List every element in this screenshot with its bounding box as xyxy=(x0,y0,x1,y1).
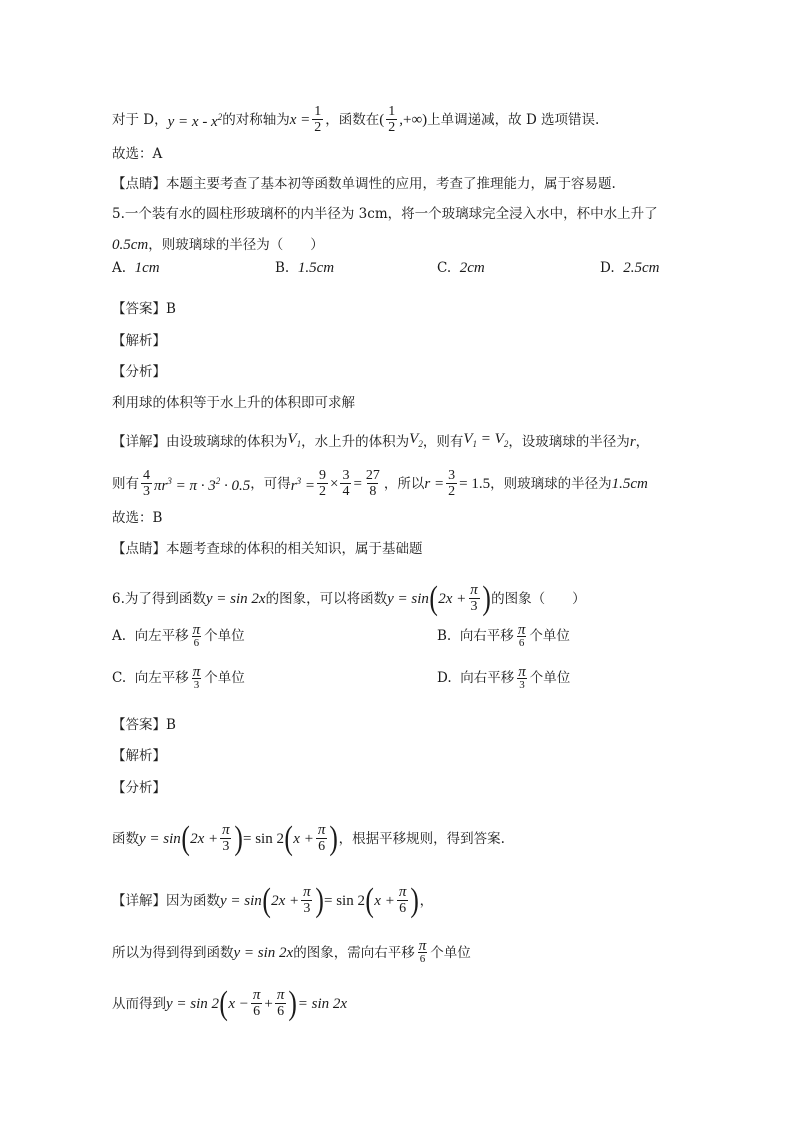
fraction-pi-6: $\frac{\pi}{6}$ xyxy=(398,884,407,916)
text: ，可得 xyxy=(250,475,291,492)
q6-stem: 6.为了得到函数 y = sin 2x 的图象，可以将函数 y = sin ( 2x + $\frac{\pi}{3}$ ) 的图象（ ） xyxy=(112,579,586,617)
fraction-pi-6: $\frac{\pi}{6}$ xyxy=(252,987,261,1019)
text: ，水上升的体积为 xyxy=(301,433,410,450)
text: ， xyxy=(419,892,434,909)
q6-then: 所以为得到得到函数 y = sin 2x 的图象，需向右平移 $\frac{\pi}{6}$ 个单位 xyxy=(112,938,471,965)
text: 6.为了得到函数 xyxy=(112,590,206,607)
text: 的图象（ ） xyxy=(491,590,586,607)
formula-source: y = sin xyxy=(387,590,429,607)
q5-detail-line2: 则有 $\frac{4}{3}$ $\pi r^3 = \pi \cdot 3^2 \cdot 0.5$ ，可得 $r^3$ = $\frac{9}{2}$ × $\frac{3}{4}$ = $\frac{27}{8}$ ，所以 r = $\frac{3}{2}$ = 1.5 ，则玻璃球的半径为 1.5cm xyxy=(112,468,648,499)
text: 上单调递减，故 D 选项错误. xyxy=(427,111,600,128)
interval: ( xyxy=(379,111,385,128)
q6-option-a: A. 向左平移 $\frac{\pi}{6}$ 个单位 xyxy=(112,621,245,649)
q6-option-c: C. 向左平移 $\frac{\pi}{3}$ 个单位 xyxy=(112,663,245,691)
formula-result: 1.5cm xyxy=(611,475,648,492)
formula-target: y = sin 2x xyxy=(205,590,266,607)
q5-fenxi-head: 【分析】 xyxy=(112,364,166,380)
fraction-half: $\frac{1}{2}$ xyxy=(314,104,322,135)
q4-option-d-analysis xyxy=(112,104,734,135)
q5-fenxi: 利用球的体积等于水上升的体积即可求解 xyxy=(112,395,355,411)
q6-fenxi: 函数 y = sin ( 2x + $\frac{\pi}{3}$ ) = sin 2 ( x + $\frac{\pi}{6}$ ) ，根据平移规则，得到答案. xyxy=(112,819,505,857)
fraction-pi-3: $\frac{\pi}{3}$ xyxy=(222,822,230,854)
formula-sphere: $\pi r^3 = \pi \cdot 3^2 \cdot 0.5$ xyxy=(154,476,251,494)
text: 的图象，可以将函数 xyxy=(265,590,388,607)
text: 【详解】由设玻璃球的体积为 xyxy=(112,433,288,450)
fraction-pi-6: $\frac{\pi}{6}$ xyxy=(317,822,326,854)
text: 从而得到 xyxy=(112,995,166,1012)
q5-answer: 【答案】B xyxy=(112,301,176,317)
q5-detail-line1 xyxy=(112,428,734,455)
q6-answer: 【答案】B xyxy=(112,717,176,733)
q6-option-b: B. 向右平移 $\frac{\pi}{6}$ 个单位 xyxy=(437,621,570,649)
formula-v1: $V_1$ xyxy=(287,431,302,449)
fraction-27-8: $\frac{27}{8}$ xyxy=(365,468,380,499)
formula-rise: 0.5cm xyxy=(112,237,149,253)
q5-choose: 故选：B xyxy=(112,510,163,526)
formula-fn: $y = x - x^2$ xyxy=(167,112,223,130)
text: 的图象，需向右平移 xyxy=(293,944,415,961)
formula-equal: $V_1 = V_2$ xyxy=(463,431,509,449)
fraction-pi-3: $\frac{\pi}{3}$ xyxy=(303,884,311,916)
q5-stem-line1: 5.一个装有水的圆柱形玻璃杯的内半径为 3cm，将一个玻璃球完全浸入水中，杯中水上升了 xyxy=(112,206,658,222)
q4-comment: 【点睛】本题主要考查了基本初等函数单调性的应用，考查了推理能力，属于容易题. xyxy=(112,176,616,192)
q5-option-c: C. 2cm xyxy=(437,260,485,276)
q6-final: 从而得到 y = sin 2 ( x − $\frac{\pi}{6}$ + $\frac{\pi}{6}$ ) = sin 2x xyxy=(112,984,348,1022)
text: ，设玻璃球的半径为 xyxy=(508,433,630,450)
text: ，则有 xyxy=(422,433,464,450)
q5-option-b: B. 1.5cm xyxy=(275,260,335,276)
q5-comment: 【点睛】本题考查球的体积的相关知识，属于基础题 xyxy=(112,541,423,557)
q6-analysis-head: 【解析】 xyxy=(112,748,166,764)
formula-r-cubed: $r^3$ = xyxy=(290,476,315,494)
formula-axis: x = xyxy=(289,111,311,128)
text: ， xyxy=(635,433,650,450)
q5-stem-line2 xyxy=(112,234,734,256)
q5-option-a: A. 1cm xyxy=(112,260,160,276)
formula-r: r xyxy=(629,433,636,450)
text: 对于 D， xyxy=(112,111,168,128)
fraction-pi-6: $\frac{\pi}{6}$ xyxy=(418,938,427,965)
text: ，则玻璃球的半径为（ ） xyxy=(148,237,324,253)
text: 【详解】因为函数 xyxy=(112,892,220,909)
text: ，根据平移规则，得到答案. xyxy=(338,830,505,847)
fraction-pi-3: $\frac{\pi}{3}$ xyxy=(470,582,478,614)
text: ，则玻璃球的半径为 xyxy=(490,475,612,492)
q4-choose: 故选：A xyxy=(112,146,163,162)
formula-value: = 1.5 xyxy=(459,475,491,492)
fraction-pi-6: $\frac{\pi}{6}$ xyxy=(276,987,285,1019)
text: ，所以 xyxy=(383,475,425,492)
fraction-3-2: $\frac{3}{2}$ xyxy=(448,468,456,499)
formula-r-eq: r = xyxy=(424,475,445,492)
interval-tail: ,+∞) xyxy=(399,111,428,128)
formula-v2: $V_2$ xyxy=(409,431,423,449)
q6-detail: 【详解】因为函数 y = sin ( 2x + $\frac{\pi}{3}$ ) = sin 2 ( x + $\frac{\pi}{6}$ ) ， xyxy=(112,881,434,919)
q5-option-d: D. 2.5cm xyxy=(600,260,660,276)
text: 则有 xyxy=(112,475,139,492)
fraction-half: $\frac{1}{2}$ xyxy=(388,104,396,135)
text: ，函数在 xyxy=(325,111,380,128)
q6-option-d: D. 向右平移 $\frac{\pi}{3}$ 个单位 xyxy=(437,663,571,691)
text: 所以为得到得到函数 xyxy=(112,944,234,961)
fraction-4-3: $\frac{4}{3}$ xyxy=(143,468,150,499)
fraction-3-4: $\frac{3}{4}$ xyxy=(342,468,350,499)
fraction-9-2: $\frac{9}{2}$ xyxy=(318,468,326,499)
text: 函数 xyxy=(112,830,139,847)
q5-analysis-head: 【解析】 xyxy=(112,333,166,349)
text: 的对称轴为 xyxy=(222,111,290,128)
text: 个单位 xyxy=(430,944,471,961)
q6-fenxi-head: 【分析】 xyxy=(112,780,166,796)
